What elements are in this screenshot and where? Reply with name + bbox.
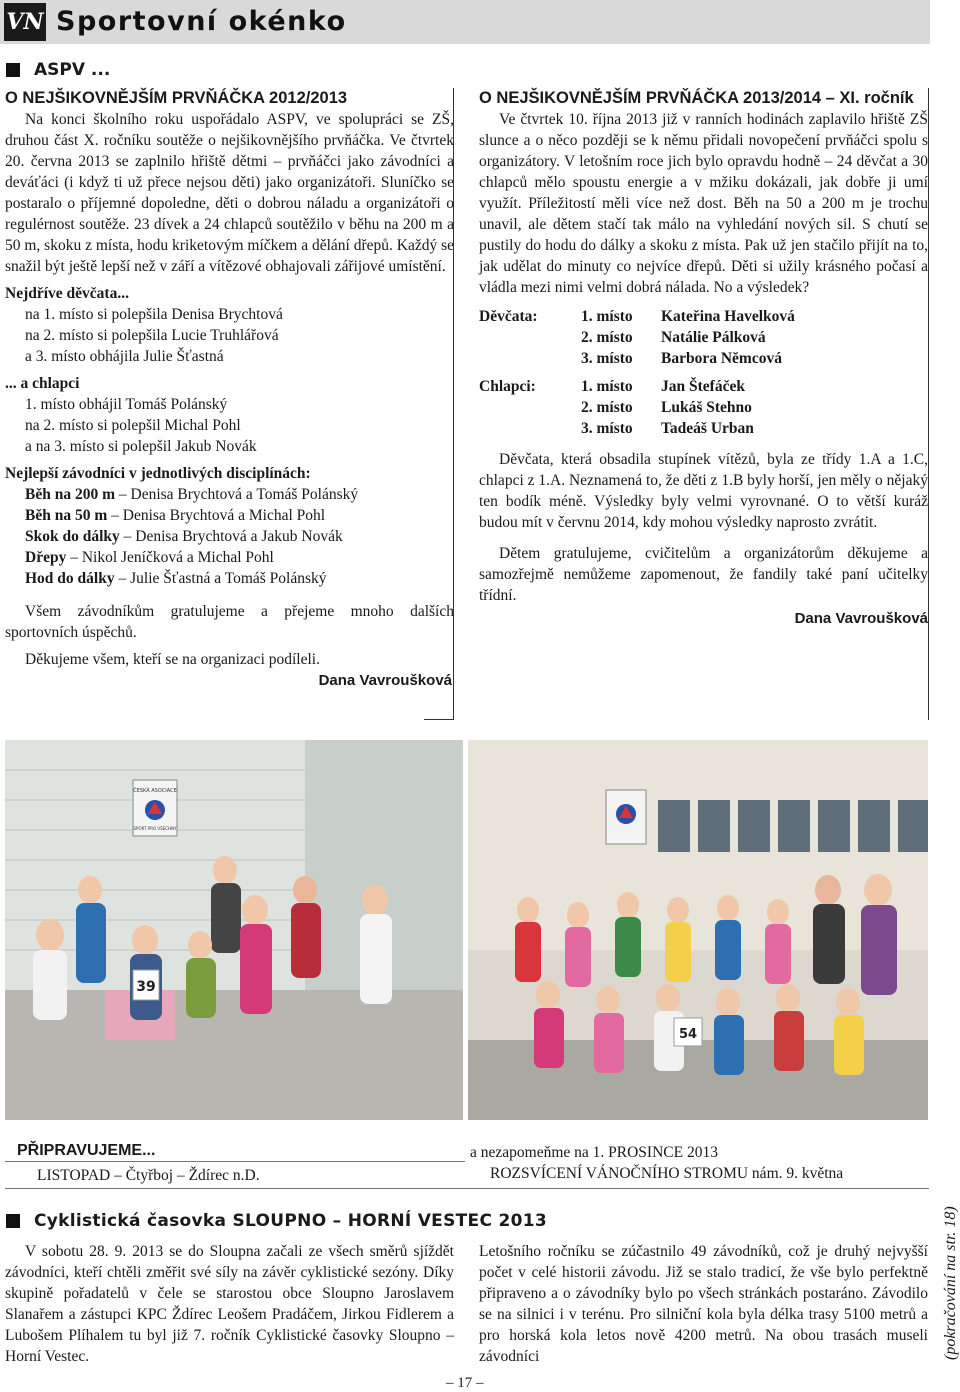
bib-number: 54 <box>678 1027 698 1042</box>
sign-text: ČESKÁ ASOCIACE <box>133 788 177 794</box>
article-2012-2013 <box>5 88 454 691</box>
thanks: Děkujeme všem, kteří se na organizaci podíleli. <box>25 651 320 668</box>
page-number: – 17 – <box>446 1375 484 1391</box>
congratulations: Dětem gratulujeme, cvičitelům a organizátorům děkujeme a samozřejmě nemůžeme zapomenout, že fandily také paní učitelky třídní. <box>479 545 928 604</box>
article-intro: Ve čtvrtek 10. října 2013 již v ranních hodinách zaplavilo hřiště ZŠ slunce a o něco později se k němu přidali novopečení prvňáčci spolu s organizátory. V letošním roce jich bylo opravdu hodně – 24 děvčat a 30 chlapců mělo spoustu energie a v mžiku dokázali, jak dobře ji umí využít. Příležitostí měli více než dost. Běh na 50 a 200 m je trochu unavil, ale dětem stačí tak málo na vyhledání nových sil. S chutí se pustily do hodu do dálky a skoku z místa. Pak už jen stačilo přijít na to, jak udělat do minuty co nejvíce dřepů. Děti si užily krásného počasí a vládla mezi nimi velmi dobrá nálada. No a výsledek? <box>479 111 928 296</box>
article-2013-2014 <box>479 88 928 629</box>
continuation-note: (pokračování na str. 18) <box>942 1206 959 1360</box>
list-item: Dřepy – Nikol Jeníčková a Michal Pohl <box>25 549 274 566</box>
list-item: a na 3. místo si polepšil Jakub Novák <box>25 438 257 455</box>
article-title: O NEJŠIKOVNĚJŠÍM PRVŇÁČKA 2013/2014 – XI. ročník <box>479 89 914 107</box>
square-bullet-icon <box>6 63 20 77</box>
divider <box>5 1188 929 1189</box>
upcoming-events-box <box>5 1138 929 1190</box>
list-item: Běh na 50 m – Denisa Brychtová a Michal Pohl <box>25 507 326 524</box>
cycling-text-left: V sobotu 28. 9. 2013 se do Sloupna začali ze všech směrů sjíždět závodníci, kteří chtěli změřit své síly na závěr cyklistické sezóny. Díky skupině pořadatelů v čele se starostou obce Sloupno Jaroslavem Slanařem a zástupci KPC Ždírec Leošem Pradáčem, Jirkou Fidlerem a Lubošem Plíhalem tu byl již 7. ročník Cyklistické časovky Sloupno – Horní Vestec. <box>5 1243 454 1365</box>
congratulations: Všem závodníkům gratulujeme a přejeme mnoho dalších sportovních úspěchů. <box>5 603 454 641</box>
section-title: Sportovní okénko <box>56 6 347 37</box>
square-bullet-icon <box>6 1214 20 1228</box>
author-signature: Dana Vavroušková <box>318 672 452 689</box>
list-item: 1. místo obhájil Tomáš Polánský <box>25 396 228 413</box>
page-header <box>0 0 930 44</box>
best-heading: Nejlepší závodníci v jednotlivých disciplínách: <box>5 465 311 482</box>
aspv-heading: ASPV ... <box>6 58 110 82</box>
list-item: Běh na 200 m – Denisa Brychtová a Tomáš Polánský <box>25 486 359 503</box>
column-divider <box>424 88 454 720</box>
result-row: Chlapci: 1. místo Jan Štefáček <box>479 378 745 395</box>
boys-results <box>5 394 454 457</box>
girls-heading: Nejdříve děvčata... <box>5 285 129 302</box>
list-item: Skok do dálky – Denisa Brychtová a Jakub Novák <box>25 528 343 545</box>
list-item: na 2. místo si polepšila Lucie Truhlářová <box>25 327 279 344</box>
result-row: 3. místo Barbora Němcová <box>581 350 782 367</box>
results-table <box>479 306 928 439</box>
result-row: 2. místo Lukáš Stehno <box>581 399 752 416</box>
column-divider <box>928 88 929 720</box>
cycling-text-right: Letošního ročníku se zúčastnilo 49 závodníků, což je druhý nejvyšší počet v celé historii závodu. Již se stalo tradicí, že vše bylo perfektně připraveno a o závodníky bylo po všech stránkách postaráno. Závodilo se na silnici i v terénu. Pro silniční kola byla délka trasy 5100 metrů a pro horská kola letos nově 4200 metrů. Na obou trasách museli závodníci <box>479 1243 928 1365</box>
list-item: na 1. místo si polepšila Denisa Brychtová <box>25 306 283 323</box>
sign-text: SPORT PRO VŠECHNY <box>133 826 177 831</box>
upcoming-title: PŘIPRAVUJEME... <box>17 1142 156 1159</box>
divider <box>5 1161 465 1162</box>
best-list <box>5 484 454 589</box>
list-item: a 3. místo obhájila Julie Šťastná <box>25 348 224 365</box>
article-title: O NEJŠIKOVNĚJŠÍM PRVŇÁČKA 2012/2013 <box>5 89 348 107</box>
result-row: Děvčata: 1. místo Kateřina Havelková <box>479 308 795 325</box>
list-item: Hod do dálky – Julie Šťastná a Tomáš Polánský <box>25 570 327 587</box>
event-december: a nezapomeňme na 1. PROSINCE 2013 <box>470 1144 718 1161</box>
classes-paragraph: Děvčata, která obsadila stupínek vítězů, byla ze třídy 1.A a 1.C, chlapci z 1.A. Neznamená to, že děti z 1.B byly horší, jen měly o nějaký ten bodík méně. Výsledky byly velmi vyrovnané. O to větší kuráž budou mít v červnu 2014, kdy mohou výsledky naprosto zvrátit. <box>479 451 928 531</box>
result-row: 2. místo Natálie Pálková <box>581 329 766 346</box>
magazine-logo: VN <box>4 3 46 41</box>
group-photo-october <box>468 740 928 1120</box>
cycling-heading: Cyklistická časovka SLOUPNO – HORNÍ VESTEC 2013 <box>6 1209 547 1233</box>
boys-heading: ... a chlapci <box>5 375 80 392</box>
author-signature: Dana Vavroušková <box>794 610 928 627</box>
result-row: 3. místo Tadeáš Urban <box>581 420 754 437</box>
event-tree-lighting: ROZSVÍCENÍ VÁNOČNÍHO STROMU nám. 9. května <box>490 1165 844 1182</box>
list-item: na 2. místo si polepšil Michal Pohl <box>25 417 241 434</box>
event-november: LISTOPAD – Čtyřboj – Ždírec n.D. <box>37 1167 260 1184</box>
bib-number: 39 <box>136 979 156 995</box>
article-intro: Na konci školního roku uspořádalo ASPV, ve spolupráci se ZŠ, druhou část X. ročníku soutěže o nejšikovnějšího prvňáčka. Ve čtvrtek 20. června 2013 se zaplnilo hřiště dětmi – prvňáčci jako závodníci a deváťáci (i když ti už přece nejsou děti) jako organizátoři. Sluníčko se postaralo o příjemné dopoledne, děti o dobrou náladu a organizátoři o regulérnost soutěže. 23 dívek a 24 chlapců soutěžilo v běhu na 200 m a 50 m, skoku z místa, hodu kriketovým míčkem a dělání dřepů. Každý se snažil být ještě lepší než v září a vítězové obhajovali zářijové umístění. <box>5 111 454 275</box>
group-photo-june <box>5 740 463 1120</box>
girls-results <box>5 304 454 367</box>
